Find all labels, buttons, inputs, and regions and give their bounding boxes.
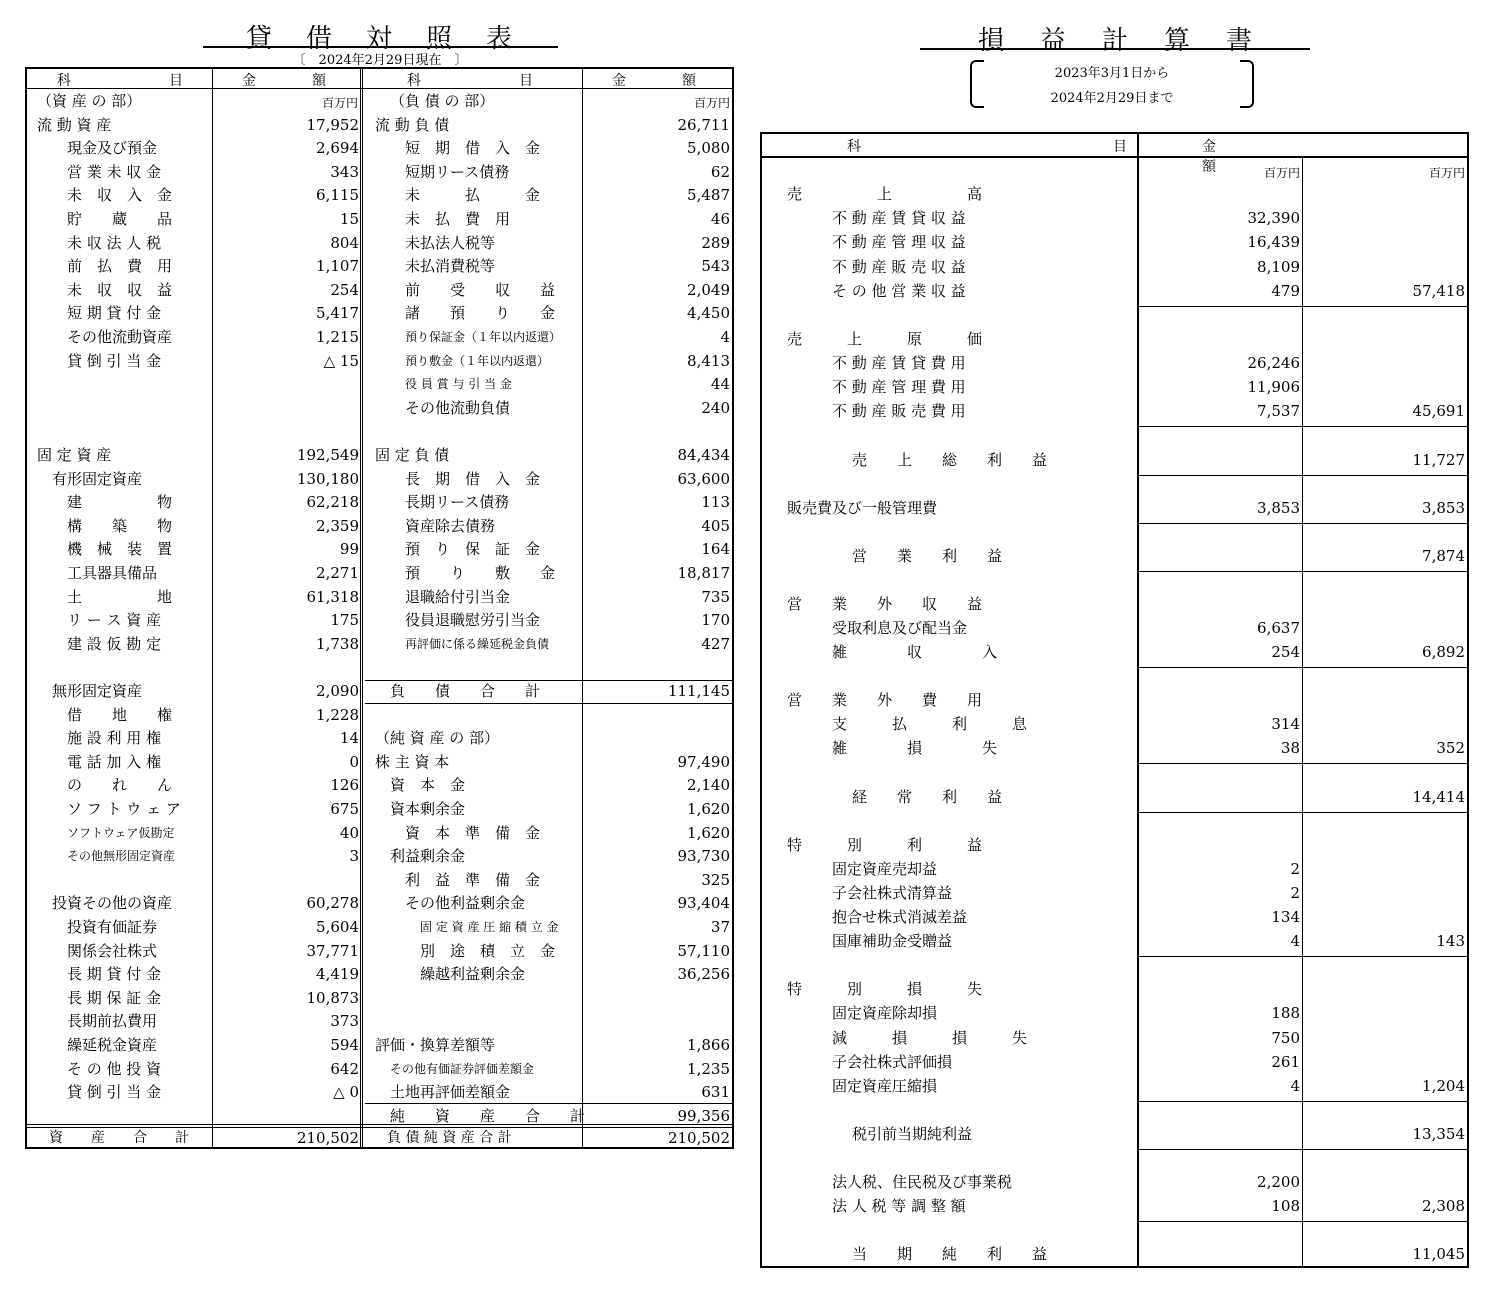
pl-amount-detail: 38 <box>1280 739 1300 757</box>
asset-item-label: 工具器具備品 <box>67 564 158 582</box>
pl-amount-detail: 750 <box>1271 1029 1300 1047</box>
asset-item-amount: 1,107 <box>316 257 359 276</box>
pl-item-label: 固定資産除却損 <box>832 1004 938 1022</box>
pl-amount-total: 1,204 <box>1422 1077 1465 1095</box>
liability-item-amount: 63,600 <box>677 469 730 488</box>
section-rule <box>1138 1221 1467 1222</box>
liability-item-amount: 84,434 <box>677 446 730 464</box>
liability-item-label: 未 払 費 用 <box>405 210 511 228</box>
liability-item-amount: 57,110 <box>677 941 730 960</box>
liability-item-amount: 405 <box>701 516 730 535</box>
asset-item-label: の れ ん <box>67 776 173 795</box>
pl-amount-detail: 3,853 <box>1257 499 1300 517</box>
liability-item-label: 長期リース債務 <box>405 493 510 512</box>
pl-amount-detail: 188 <box>1271 1004 1300 1022</box>
pl-item-label: 不 動 産 賃 貸 収 益 <box>832 209 966 227</box>
asset-item-amount: △ 0 <box>333 1083 359 1102</box>
liability-item-amount: 1,235 <box>687 1059 730 1078</box>
liability-item-label: 未払法人税等 <box>405 233 496 252</box>
asset-item-label: 貸 倒 引 当 金 <box>67 351 162 370</box>
pl-item-label: そ の 他 営 業 収 益 <box>832 282 966 300</box>
asset-item-label: 固 定 資 産 <box>37 446 112 464</box>
balance-sheet-date: 〔 2024年2月29日現在 〕 <box>292 53 468 68</box>
asset-item-amount: 0 <box>349 752 359 771</box>
pl-item-label: 売 上 総 利 益 <box>852 451 1048 469</box>
pl-item-label: 特 別 利 益 <box>787 836 983 854</box>
pl-item-label: 販売費及び一般管理費 <box>787 499 938 517</box>
pl-item-label: 固定資産売却益 <box>832 860 938 878</box>
unit-b: 百万円 <box>1428 166 1465 180</box>
asset-item-amount: 14 <box>339 729 359 748</box>
pl-amount-total: 57,418 <box>1412 282 1465 300</box>
pl-amount-detail: 479 <box>1271 282 1300 300</box>
liability-item-amount: 111,145 <box>667 682 730 700</box>
liability-item-label: 繰越利益剰余金 <box>420 965 526 984</box>
liabilities-net-assets-total-amount: 210,502 <box>667 1129 730 1147</box>
pl-item-label: 支 払 利 息 <box>832 715 1028 733</box>
pl-item-label: 受取利息及び配当金 <box>832 619 968 637</box>
asset-item-label: 現金及び預金 <box>67 139 158 158</box>
liability-item-label: 固 定 資 産 圧 縮 積 立 金 <box>420 920 559 934</box>
section-rule <box>1138 426 1467 427</box>
liability-item-amount: 543 <box>701 257 730 276</box>
pl-item-label: 売 上 原 価 <box>787 330 983 348</box>
liability-item-label: 役 員 賞 与 引 当 金 <box>405 377 512 392</box>
liability-item-label: その他利益剰余金 <box>405 894 526 913</box>
liability-item-amount: 2,049 <box>687 280 730 299</box>
section-rule <box>1138 667 1467 668</box>
asset-item-label: 未 収 収 益 <box>67 280 173 299</box>
asset-item-label: 投資その他の資産 <box>52 894 173 913</box>
liability-item-label: 預 り 敷 金 <box>405 564 556 582</box>
pl-item-label: 不 動 産 販 売 費 用 <box>832 402 966 420</box>
pl-amount-detail: 4 <box>1290 1077 1300 1095</box>
liability-item-label: 預 り 保 証 金 <box>405 540 541 559</box>
pl-item-label: 不 動 産 賃 貸 費 用 <box>832 354 966 372</box>
liability-item-label: （負 債 の 部） <box>390 92 495 110</box>
column-divider <box>360 69 363 1147</box>
asset-item-label: 繰延税金資産 <box>67 1036 158 1054</box>
pl-amount-detail: 254 <box>1271 643 1300 661</box>
asset-item-label: 前 払 費 用 <box>67 257 173 276</box>
liability-item-amount: 2,140 <box>687 776 730 795</box>
asset-item-label: 短 期 貸 付 金 <box>67 304 162 323</box>
section-rule <box>1138 1149 1467 1150</box>
pl-amount-total: 45,691 <box>1412 402 1465 420</box>
pl-amount-total: 3,853 <box>1422 499 1465 517</box>
pl-item-label: 経 常 利 益 <box>852 788 1003 806</box>
pl-amount-detail: 8,109 <box>1257 258 1300 276</box>
pl-item-label: 不 動 産 管 理 収 益 <box>832 233 966 251</box>
asset-item-label: 貸 倒 引 当 金 <box>67 1083 162 1102</box>
pl-item-label: 税引前当期純利益 <box>852 1125 973 1143</box>
liability-item-amount: 427 <box>701 634 730 653</box>
asset-item-amount: 343 <box>330 162 359 181</box>
pl-amount-detail: 4 <box>1290 932 1300 950</box>
income-statement-title: 損益計算書 <box>977 26 1288 56</box>
asset-item-label: その他無形固定資産 <box>67 849 176 864</box>
liability-item-amount: 97,490 <box>677 752 730 771</box>
liability-item-amount: 240 <box>701 398 730 417</box>
liability-item-amount: 325 <box>701 870 730 889</box>
liability-item-label: 再評価に係る繰延税金負債 <box>405 636 550 651</box>
liability-item-amount: 46 <box>710 210 730 228</box>
pl-item-label: 抱合せ株式消滅差益 <box>832 908 968 926</box>
pl-amount-total: 2,308 <box>1422 1197 1465 1215</box>
liability-item-amount: 44 <box>710 375 730 394</box>
asset-item-label: 未 収 法 人 税 <box>67 233 162 252</box>
title-underline <box>203 46 558 48</box>
section-rule <box>1138 475 1467 476</box>
asset-item-amount: 6,115 <box>316 186 359 205</box>
asset-item-amount: 2,359 <box>316 516 359 535</box>
asset-item-label: 施 設 利 用 権 <box>67 729 162 748</box>
liability-item-label: 評価・換算差額等 <box>375 1036 496 1054</box>
liability-item-amount: 99,356 <box>677 1106 730 1125</box>
asset-item-label: 建 物 <box>67 493 173 512</box>
balance-sheet-title: 貸借対照表 <box>245 24 546 54</box>
asset-item-label: 流 動 資 産 <box>37 115 112 134</box>
pl-amount-detail: 261 <box>1271 1053 1300 1071</box>
liability-item-amount: 113 <box>701 493 730 512</box>
header-rule <box>762 156 1467 158</box>
liability-item-label: 未 払 金 <box>405 186 541 205</box>
asset-item-label: 長 期 貸 付 金 <box>67 965 162 984</box>
section-rule <box>1138 571 1467 572</box>
header-amount: 金 額 <box>1202 139 1468 175</box>
asset-item-amount: 2,271 <box>316 564 359 582</box>
pl-amount-detail: 26,246 <box>1247 354 1300 372</box>
asset-item-amount: 804 <box>330 233 359 252</box>
liability-item-label: 役員退職慰労引当金 <box>405 611 541 630</box>
liability-item-amount: 5,080 <box>687 139 730 158</box>
liability-item-label: 資産除去債務 <box>405 516 496 535</box>
liability-item-label: 短 期 借 入 金 <box>405 139 541 158</box>
assets-total-amount: 210,502 <box>296 1129 359 1147</box>
column-divider <box>1137 134 1139 1266</box>
section-rule <box>1138 763 1467 764</box>
pl-amount-total: 352 <box>1436 739 1465 757</box>
liability-item-label: （純 資 産 の 部） <box>375 729 500 748</box>
pl-amount-detail: 7,537 <box>1257 402 1300 420</box>
asset-item-label: 電 話 加 入 権 <box>67 752 162 771</box>
liability-item-amount: 5,487 <box>687 186 730 205</box>
column-rule <box>1302 158 1303 1266</box>
asset-item-amount: 40 <box>339 823 359 842</box>
liability-item-amount: 164 <box>701 540 730 559</box>
header-subject-left: 科 目 <box>57 73 183 89</box>
liability-item-label: 資 本 金 <box>390 776 466 795</box>
assets-total-label: 資 産 合 計 <box>49 1130 189 1146</box>
asset-item-amount: 2,694 <box>316 139 359 158</box>
liability-item-label: 資本剰余金 <box>390 800 466 818</box>
asset-item-amount: 130,180 <box>296 469 359 488</box>
liability-item-label: 流 動 負 債 <box>375 115 450 134</box>
liabilities-net-assets-total-label: 負 債 純 資 産 合 計 <box>387 1130 512 1146</box>
asset-item-label: リ ー ス 資 産 <box>67 611 162 630</box>
section-rule <box>1138 812 1467 813</box>
asset-item-amount: 4,419 <box>316 965 359 984</box>
liability-item-amount: 289 <box>701 233 730 252</box>
pl-item-label: 営 業 外 費 用 <box>787 691 983 709</box>
liability-item-label: 前 受 収 益 <box>405 280 556 299</box>
asset-item-label: 借 地 権 <box>67 705 173 724</box>
pl-amount-detail: 134 <box>1271 908 1300 926</box>
asset-item-amount: 37,771 <box>306 941 359 960</box>
asset-item-amount: 61,318 <box>306 587 359 606</box>
section-rule <box>1138 956 1467 957</box>
pl-item-label: 法 人 税 等 調 整 額 <box>832 1197 966 1215</box>
asset-item-amount: 675 <box>330 800 359 818</box>
pl-amount-total: 7,874 <box>1422 547 1465 565</box>
asset-item-amount: 594 <box>330 1036 359 1054</box>
liability-item-label: 株 主 資 本 <box>375 752 450 771</box>
pl-amount-total: 14,414 <box>1412 788 1465 806</box>
pl-amount-detail: 11,906 <box>1247 378 1300 396</box>
asset-item-label: 無形固定資産 <box>52 682 143 700</box>
asset-item-amount: 642 <box>330 1059 359 1078</box>
liability-item-label: 長 期 借 入 金 <box>405 469 541 488</box>
asset-item-label: 土 地 <box>67 587 173 606</box>
asset-item-amount: 62,218 <box>306 493 359 512</box>
liability-item-amount: 8,413 <box>687 351 730 370</box>
liability-item-amount: 93,404 <box>677 894 730 913</box>
asset-item-amount: 3 <box>349 847 359 866</box>
period-from: 2023年3月1日から <box>1054 66 1170 81</box>
liability-item-label: 土地再評価差額金 <box>390 1083 511 1102</box>
pl-amount-detail: 32,390 <box>1247 209 1300 227</box>
liability-item-amount: 26,711 <box>677 115 730 134</box>
liability-item-amount: 4 <box>720 328 730 346</box>
asset-item-amount: 373 <box>330 1012 359 1031</box>
pl-item-label: 不 動 産 販 売 収 益 <box>832 258 966 276</box>
asset-item-label: 有形固定資産 <box>52 469 143 488</box>
asset-item-amount: 1,215 <box>316 328 359 346</box>
pl-amount-total: 6,892 <box>1422 643 1465 661</box>
pl-item-label: 不 動 産 管 理 費 用 <box>832 378 966 396</box>
asset-item-amount: 60,278 <box>306 894 359 913</box>
pl-item-label: 国庫補助金受贈益 <box>832 932 953 950</box>
asset-item-amount: 192,549 <box>296 446 359 464</box>
pl-amount-total: 143 <box>1436 932 1465 950</box>
header-subject: 科 目 <box>847 139 1127 155</box>
liability-item-label: 資 本 準 備 金 <box>405 823 541 842</box>
asset-item-label: 投資有価証券 <box>67 918 158 936</box>
asset-item-amount: 99 <box>339 540 359 559</box>
section-rule <box>1138 306 1467 307</box>
pl-item-label: 法人税、住民税及び事業税 <box>832 1173 1013 1191</box>
unit-left: 百万円 <box>321 96 358 110</box>
asset-item-label: （資 産 の 部） <box>37 92 142 110</box>
pl-amount-detail: 314 <box>1271 715 1300 733</box>
liability-item-amount: 36,256 <box>677 965 730 984</box>
pl-item-label: 営 業 利 益 <box>852 547 1003 565</box>
asset-item-label: 関係会社株式 <box>67 941 158 960</box>
asset-item-label: ソフトウェア仮勘定 <box>67 825 175 840</box>
liability-item-label: 利 益 準 備 金 <box>405 870 541 889</box>
liability-item-label: 未払消費税等 <box>405 257 496 276</box>
asset-item-amount: 10,873 <box>306 988 359 1007</box>
pl-item-label: 雑 収 入 <box>832 643 998 661</box>
liability-item-label: 固 定 負 債 <box>375 446 450 464</box>
asset-item-label: 構 築 物 <box>67 516 173 535</box>
liability-item-label: 預り敷金（１年以内返還） <box>405 353 550 368</box>
asset-item-label: 長期前払費用 <box>67 1012 158 1031</box>
asset-item-label: 長 期 保 証 金 <box>67 988 162 1007</box>
liability-item-amount: 62 <box>710 162 730 181</box>
asset-item-label: 機 械 装 置 <box>67 540 173 559</box>
pl-amount-total: 11,727 <box>1412 451 1465 469</box>
pl-amount-detail: 2 <box>1290 884 1300 902</box>
pl-item-label: 子会社株式評価損 <box>832 1053 953 1071</box>
header-rule <box>27 88 732 89</box>
liability-item-amount: 4,450 <box>687 304 730 323</box>
asset-item-amount: 5,417 <box>316 304 359 323</box>
pl-amount-total: 11,045 <box>1412 1245 1465 1263</box>
liabilities-total-rule <box>365 703 732 704</box>
balance-sheet-table <box>25 67 734 1149</box>
asset-item-amount: 126 <box>330 776 359 795</box>
liability-item-label: その他流動負債 <box>405 398 511 417</box>
liability-item-label: 負 債 合 計 <box>390 682 541 700</box>
pl-amount-detail: 6,637 <box>1257 619 1300 637</box>
pl-item-label: 減 損 損 失 <box>832 1029 1028 1047</box>
unit-right: 百万円 <box>693 96 730 110</box>
pl-item-label: 固定資産圧縮損 <box>832 1077 938 1095</box>
asset-item-amount: 17,952 <box>306 115 359 134</box>
asset-item-amount: 1,228 <box>316 705 359 724</box>
liability-item-label: 諸 預 り 金 <box>405 304 556 323</box>
liability-item-label: 純 資 産 合 計 <box>390 1106 586 1125</box>
asset-item-amount: 15 <box>339 210 359 228</box>
asset-item-label: 建 設 仮 勘 定 <box>67 634 162 653</box>
pl-item-label: 子会社株式清算益 <box>832 884 953 902</box>
pl-amount-detail: 108 <box>1271 1197 1300 1215</box>
liability-item-amount: 1,866 <box>687 1036 730 1054</box>
asset-item-label: ソ フ ト ウ ェ ア <box>67 800 181 818</box>
asset-item-label: そ の 他 投 資 <box>67 1059 162 1078</box>
header-amount-left: 金 額 <box>242 73 326 89</box>
liability-item-label: 利益剰余金 <box>390 847 466 866</box>
liability-item-amount: 1,620 <box>687 800 730 818</box>
liability-item-amount: 735 <box>701 587 730 606</box>
asset-item-amount: 1,738 <box>316 634 359 653</box>
pl-item-label: 営 業 外 収 益 <box>787 595 983 613</box>
section-rule <box>1138 523 1467 524</box>
income-statement-table <box>760 132 1469 1268</box>
period-box <box>970 60 1254 106</box>
liability-item-label: 退職給付引当金 <box>405 587 511 606</box>
pl-item-label: 雑 損 失 <box>832 739 998 757</box>
header-subject-right: 科 目 <box>407 73 533 89</box>
section-rule <box>1138 1101 1467 1102</box>
unit-a: 百万円 <box>1263 166 1300 180</box>
title-underline <box>920 48 1310 50</box>
liability-item-amount: 1,620 <box>687 823 730 842</box>
asset-item-amount: △ 15 <box>323 351 359 370</box>
pl-amount-detail: 2 <box>1290 860 1300 878</box>
pl-item-label: 当 期 純 利 益 <box>852 1245 1048 1263</box>
pl-amount-detail: 16,439 <box>1247 233 1300 251</box>
pl-item-label: 特 別 損 失 <box>787 980 983 998</box>
liability-item-amount: 170 <box>701 611 730 630</box>
asset-item-amount: 254 <box>330 280 359 299</box>
asset-item-label: その他流動資産 <box>67 328 173 346</box>
asset-item-label: 営 業 未 収 金 <box>67 162 162 181</box>
asset-item-amount: 5,604 <box>316 918 359 936</box>
liability-item-label: 預り保証金（１年以内返還） <box>405 330 562 344</box>
pl-amount-total: 13,354 <box>1412 1125 1465 1143</box>
pl-item-label: 売 上 高 <box>787 185 983 203</box>
liability-item-amount: 37 <box>710 918 730 936</box>
asset-item-label: 未 収 入 金 <box>67 186 173 205</box>
liability-item-amount: 18,817 <box>677 564 730 582</box>
asset-item-label: 貯 蔵 品 <box>67 210 173 228</box>
liability-item-label: 短期リース債務 <box>405 162 510 181</box>
liability-item-amount: 631 <box>701 1083 730 1102</box>
header-amount-right: 金 額 <box>612 73 696 89</box>
period-to: 2024年2月29日まで <box>1050 91 1174 106</box>
liability-item-label: その他有価証券評価差額金 <box>390 1061 535 1076</box>
pl-amount-detail: 2,200 <box>1257 1173 1300 1191</box>
asset-item-amount: 175 <box>330 611 359 630</box>
liability-item-label: 別 途 積 立 金 <box>420 941 556 960</box>
asset-item-amount: 2,090 <box>316 682 359 700</box>
liability-item-amount: 93,730 <box>677 847 730 866</box>
